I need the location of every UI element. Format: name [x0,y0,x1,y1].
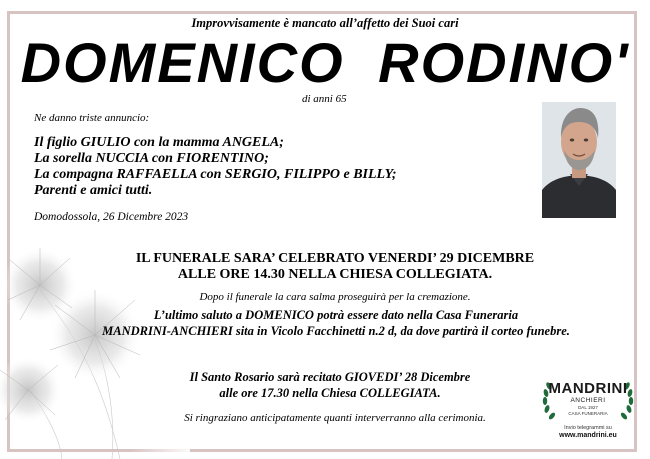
thanks-line: Si ringraziano anticipatamente quanti interverranno alla cerimonia. [184,412,486,424]
intro-line: Improvvisamente è mancato all’affetto dei Suoi cari [191,16,459,30]
farewell-line: L’ultimo saluto a DOMENICO potrà essere dato nella Casa Funeraria [153,308,519,322]
rosary-line: Il Santo Rosario sarà recitato GIOVEDI’ 28 Dicembre [189,370,471,384]
logo-sub: ANCHIERI [570,397,606,404]
rosary-line: alle ore 17.30 nella Chiesa COLLEGIATA. [219,386,441,400]
funeral-announcement [90,251,580,283]
deceased-name: DOMENICO RODINO' [20,31,630,94]
age-line: di anni 65 [302,93,347,105]
rosary-announcement [110,369,550,401]
family-line: Il figlio GIULIO con la mamma ANGELA; [34,135,284,150]
funeral-line: ALLE ORE 14.30 NELLA CHIESA COLLEGIATA. [177,267,493,282]
portrait-photo [542,102,616,218]
place-date: Domodossola, 26 Dicembre 2023 [34,211,189,223]
announcement-label: Ne danno triste annuncio: [34,112,150,124]
farewell-line: MANDRINI-ANCHIERI sita in Vicolo Facchinetti n.2 d, da dove partirà il corteo funebre. [102,324,570,338]
funeral-home-logo [540,374,636,446]
family-line: Parenti e amici tutti. [34,183,153,198]
logo-note: Invio telegrammi su [564,425,612,431]
logo-tagline: CASA FUNERARIA [568,411,608,416]
last-farewell [60,307,612,339]
logo-brand: MANDRINI [548,380,628,397]
funeral-line: IL FUNERALE SARA’ CELEBRATO VENERDI’ 29 DICEMBRE [135,251,535,266]
logo-website[interactable]: www.mandrini.eu [559,432,617,439]
family-line: La sorella NUCCIA con FIORENTINO; [34,151,269,166]
family-line: La compagna RAFFAELLA con SERGIO, FILIPPO e BILLY; [34,167,397,182]
family-list [34,135,397,199]
logo-since: DAL 1927 [578,405,598,410]
cremation-note: Dopo il funerale la cara salma proseguirà per la cremazione. [199,291,471,303]
